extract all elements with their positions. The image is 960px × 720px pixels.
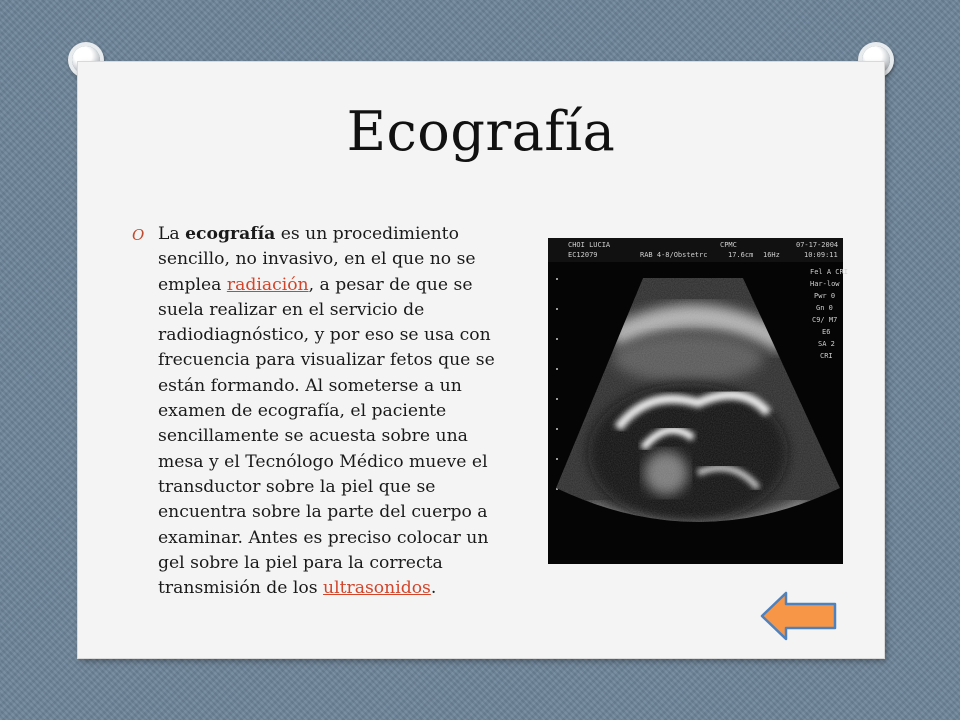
us-header-depth: 17.6cm <box>728 251 754 259</box>
us-header-freq: 16Hz <box>763 251 780 259</box>
us-header-date: 07-17-2004 <box>796 241 839 249</box>
text-segment: . <box>430 578 437 599</box>
bold-term: ecografía <box>185 224 276 244</box>
ultrasound-link[interactable]: ultrasonidos <box>323 578 431 599</box>
slide-title: Ecografía <box>346 100 616 163</box>
us-side-label: E6 <box>822 328 831 336</box>
us-side-label: Har-low <box>810 280 840 288</box>
us-side-label: CRI <box>820 352 833 360</box>
us-header-time: 10:09:11 <box>804 251 838 259</box>
bullet-icon: O <box>132 226 145 244</box>
left-arrow-icon <box>762 593 835 639</box>
us-side-label: C9/ M7 <box>812 316 838 324</box>
body-text <box>132 222 512 601</box>
paragraph <box>158 222 512 601</box>
text-segment: , a pesar de que se suela realizar en el servicio de radiodiagnóstico, y por eso se usa con frecuencia para visualizar fetos que se están formando. Al someterse a un examen de ecografía, el paciente sencillamente se acuesta sobre una mesa y el Tecnólogo Médico mueve el transductor sobre la piel que se encuentra sobre la parte del cuerpo a examinar. Antes es preciso colocar un gel sobre la piel para la correcta transmisión de los <box>158 274 495 599</box>
us-side-label: Fel A CRI <box>810 268 848 276</box>
back-arrow-button[interactable] <box>760 590 838 642</box>
us-side-label: SA 2 <box>818 340 835 348</box>
text-segment: La <box>158 224 186 244</box>
us-side-label: Pwr 0 <box>814 292 836 300</box>
us-header-probe: RAB 4-8/Obstetrc <box>640 251 708 259</box>
ultrasound-image <box>548 238 848 564</box>
us-header-id: EC12079 <box>568 251 598 259</box>
us-header-name: CHOI LUCIA <box>568 241 611 249</box>
text-segment: es un procedimiento sencillo, no invasivo, en el que no se emplea <box>158 224 476 295</box>
radiation-link[interactable]: radiación <box>226 274 309 295</box>
us-side-label: Gn 0 <box>816 304 833 312</box>
us-header-site: CPMC <box>720 241 737 249</box>
